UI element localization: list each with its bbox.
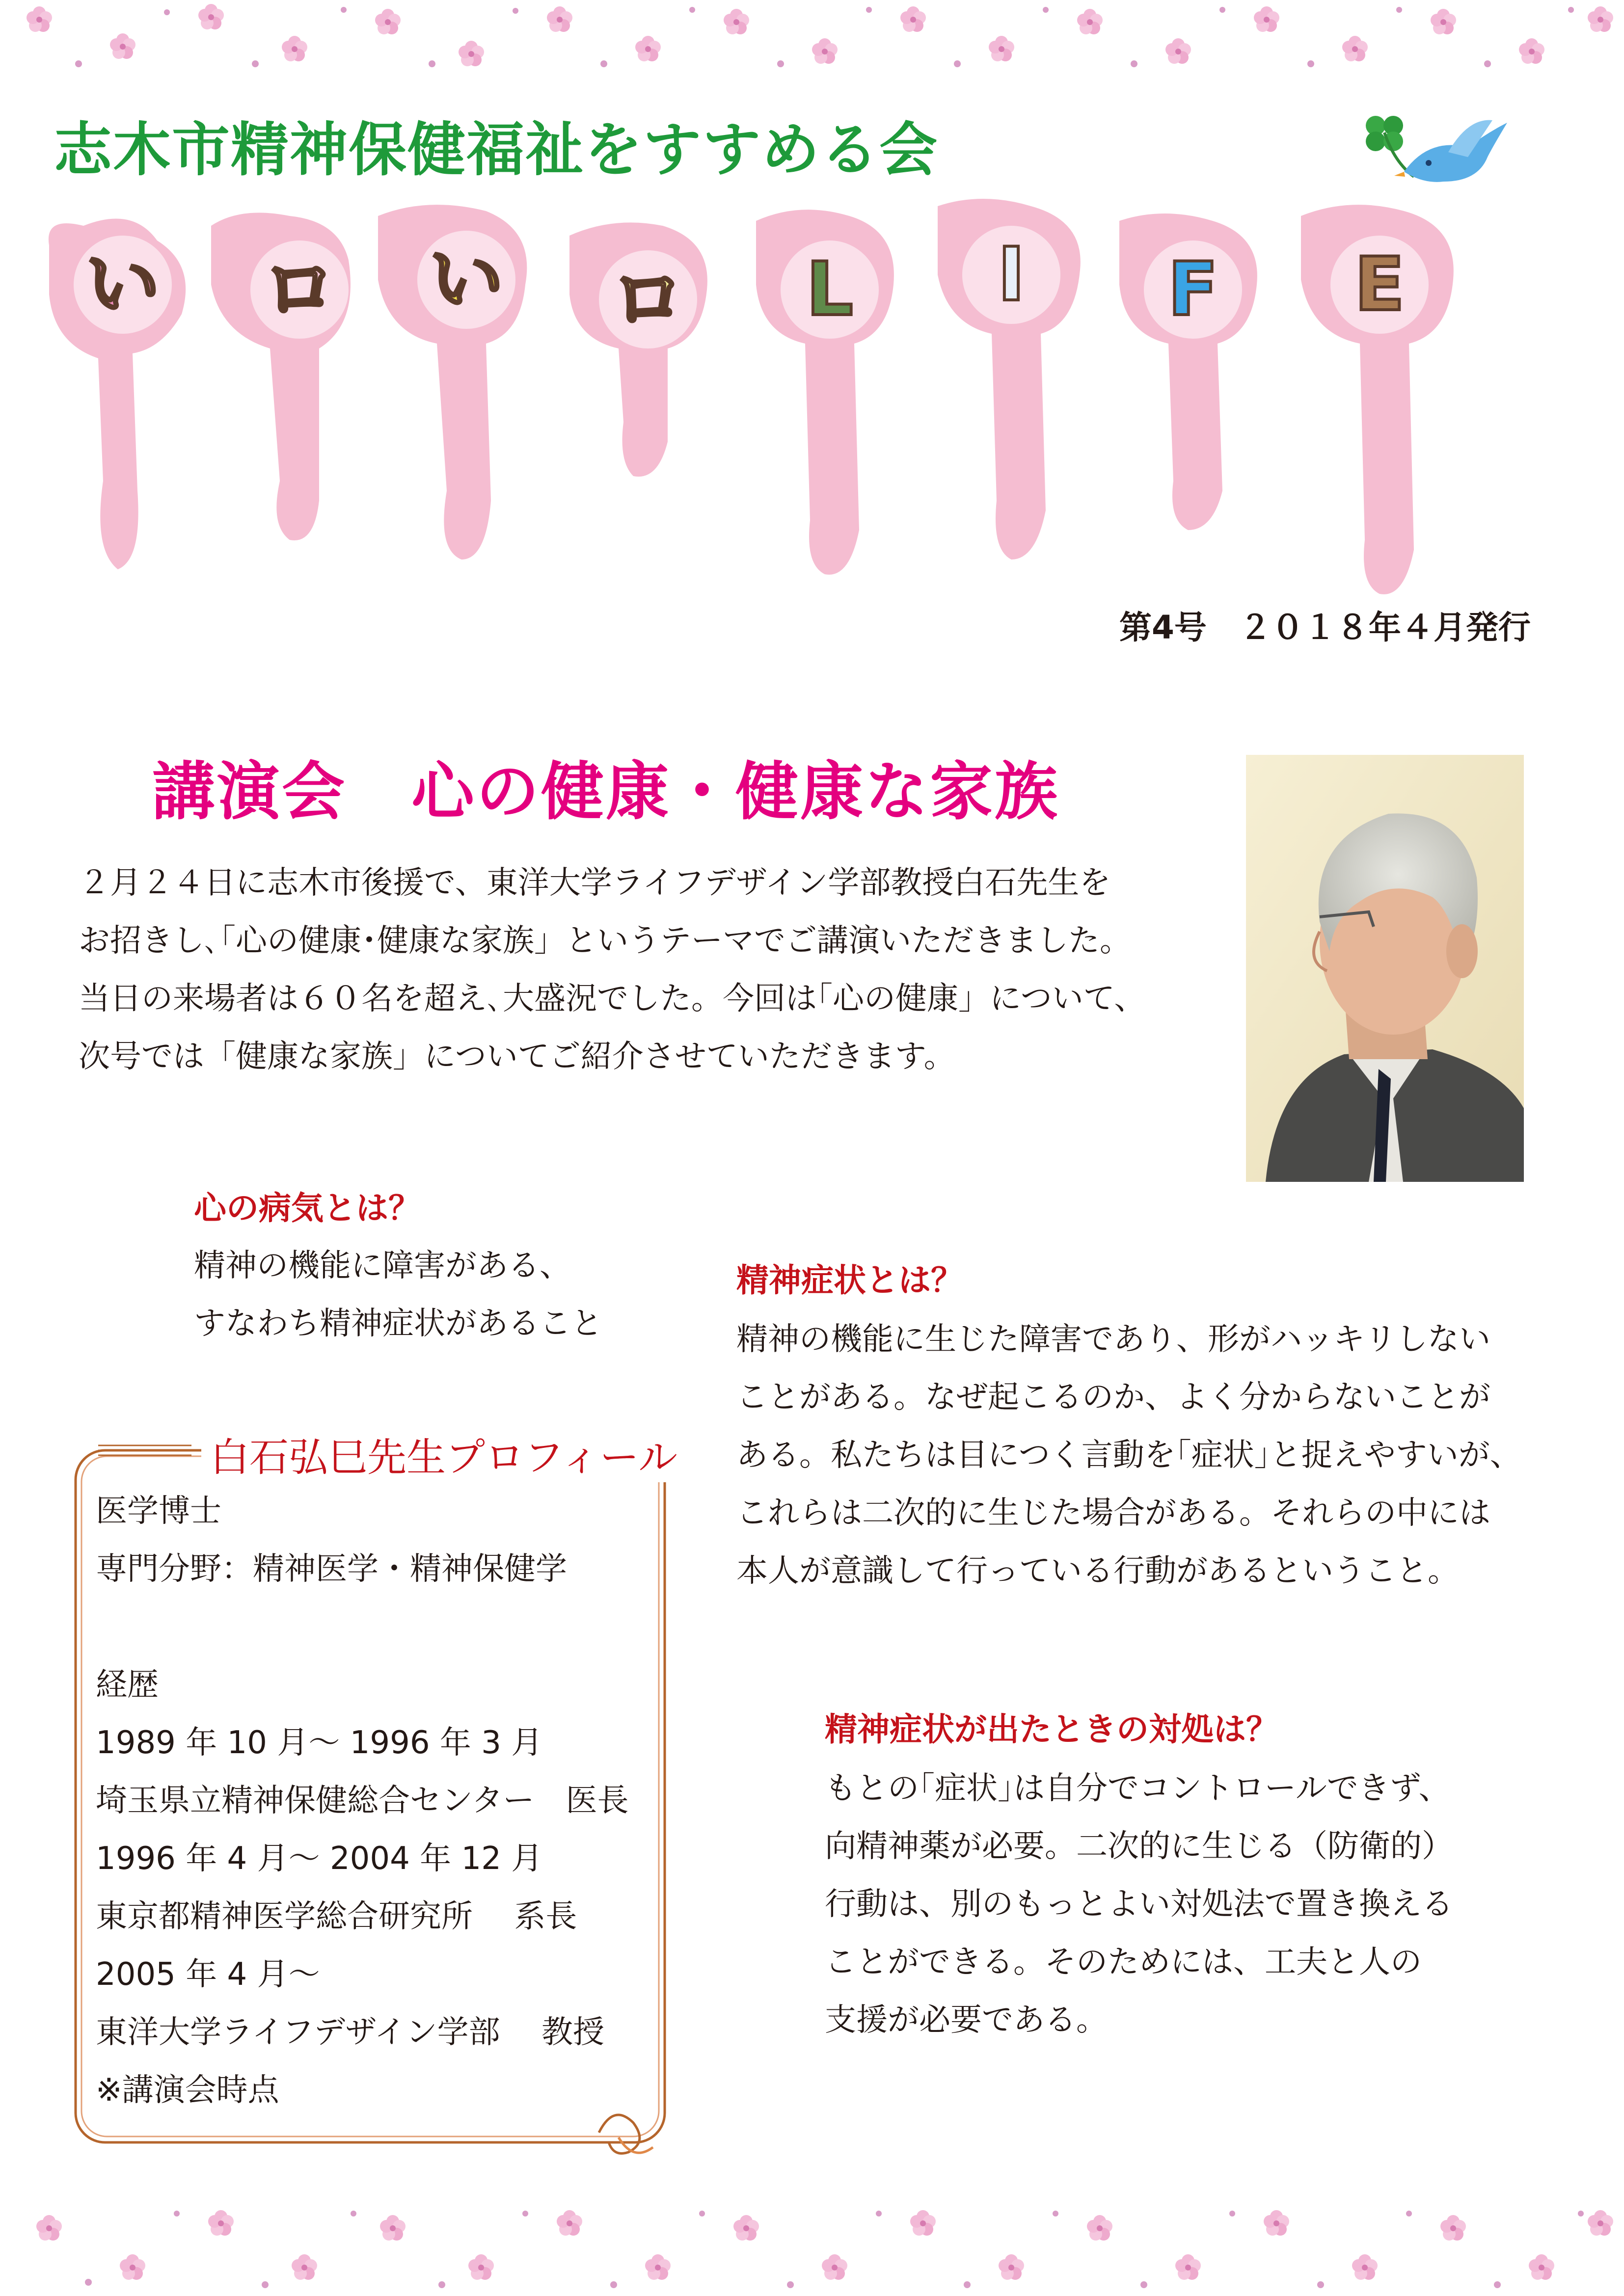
sakura-border-icon (0, 2194, 1624, 2296)
intro-line: 次号では「健康な家族」についてご紹介させていただきます。 (79, 1039, 955, 1075)
lecturer-photo (1246, 755, 1524, 1182)
body-line: 行動は、別のもっとよい対処法で置き換える (825, 1886, 1453, 1922)
organization-name: 志木市精神保健福祉をすすめる会 (54, 116, 939, 184)
body-line: すなわち精神症状があること (194, 1306, 602, 1342)
sakura-border-top (0, 0, 1624, 74)
profile-line: 2005 年 4 月～ (96, 1956, 320, 1993)
body-line: ことができる。そのためには、工夫と人の (825, 1944, 1422, 1980)
lecture-title: 講演会 心の健康・健康な家族 (152, 755, 1060, 828)
intro-line: 当日の来場者は６０名を超え､大盛況でした。今回は｢心の健康」について、 (79, 981, 1146, 1017)
section-body-symptom (736, 1310, 1521, 1600)
profile-line: 埼玉県立精神保健総合センター 医長 (96, 1783, 629, 1819)
profile-line: 経歴 (96, 1667, 159, 1703)
body-line: 本人が意識して行っている行動があるということ。 (736, 1553, 1459, 1589)
issue-number-date: 第4号 ２０１８年４月発行 (1119, 609, 1531, 646)
profile-line (96, 1598, 628, 1656)
profile-line: 1989 年 10 月～ 1996 年 3 月 (96, 1725, 543, 1761)
section-heading-disease: 心の病気とは？ (194, 1189, 421, 1227)
profile-line: 医学博士 (96, 1493, 221, 1529)
masthead-letter-3: い (417, 231, 515, 329)
body-line: もとの｢症状｣は自分でコントロールできず、 (825, 1770, 1450, 1807)
section-heading-coping: 精神症状が出たときの対処は？ (825, 1710, 1278, 1748)
intro-line: お招きし､｢心の健康･健康な家族」というテーマでご講演いただきました。 (79, 923, 1131, 959)
lecture-intro (79, 854, 1145, 1086)
body-line: ある。私たちは目につく言動を｢症状｣と捉えやすいが、 (736, 1437, 1521, 1473)
masthead-letter-1: い (74, 236, 172, 334)
profile-body (96, 1482, 628, 2119)
profile-box (69, 1426, 677, 2172)
masthead-logo (34, 187, 1596, 618)
masthead-letter-L: L (781, 240, 879, 339)
intro-line: ２月２４日に志木市後援で、東洋大学ライフデザイン学部教授白石先生を (79, 865, 1111, 901)
profile-line: 東洋大学ライフデザイン学部 教授 (96, 2014, 605, 2051)
profile-line: ※講演会時点 (96, 2072, 279, 2109)
masthead-letter-I: I (962, 226, 1060, 324)
section-body-coping (825, 1760, 1453, 2049)
profile-line: 専門分野：精神医学・精神保健学 (96, 1551, 567, 1587)
section-body-disease (194, 1237, 602, 1353)
body-line: ことがある。なぜ起こるのか、よく分からないことが (736, 1379, 1490, 1415)
body-line: これらは二次的に生じた場合がある。それらの中には (736, 1495, 1490, 1531)
masthead-letter-2: ロ (250, 240, 349, 339)
sakura-border-icon (0, 0, 1624, 74)
body-line: 精神の機能に障害がある、 (194, 1248, 571, 1284)
masthead-letter-E: E (1330, 236, 1429, 334)
body-line: 精神の機能に生じた障害であり、形がハッキリしない (736, 1321, 1490, 1358)
sakura-border-bottom (0, 2194, 1624, 2296)
body-line: 向精神薬が必要。二次的に生じる（防衛的） (825, 1828, 1453, 1865)
profile-line: 1996 年 4 月～ 2004 年 12 月 (96, 1841, 543, 1877)
masthead-letter-F: F (1144, 240, 1242, 339)
body-line: 支援が必要である。 (825, 2002, 1108, 2038)
section-heading-symptom: 精神症状とは？ (736, 1261, 963, 1299)
profile-title: 白石弘巳先生プロフィール (201, 1426, 686, 1482)
masthead-letter-4: ロ (599, 250, 697, 348)
profile-line: 東京都精神医学総合研究所 系長 (96, 1898, 577, 1935)
